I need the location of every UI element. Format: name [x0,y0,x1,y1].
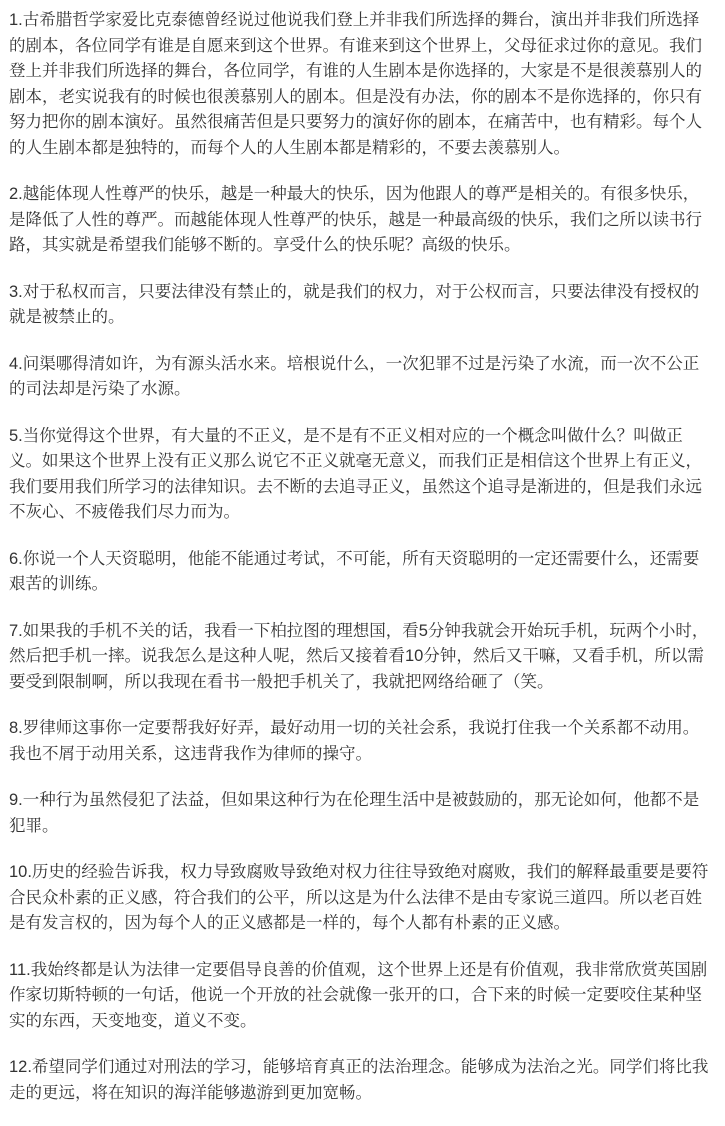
paragraph-7: 7.如果我的手机不关的话，我看一下柏拉图的理想国，看5分钟我就会开始玩手机，玩两个小时，然后把手机一摔。说我怎么是这种人呢，然后又接着看10分钟，然后又干嘛，又看手机，所以需要受到限制啊，所以我现在看书一般把手机关了，我就把网络给砸了（笑。 [9,621,709,691]
paragraph-1: 1.古希腊哲学家爱比克泰德曾经说过他说我们登上并非我们所选择的舞台，演出并非我们所选择的剧本，各位同学有谁是自愿来到这个世界。有谁来到这个世界上，父母征求过你的意见。我们登上并非我们所选择的舞台，各位同学，有谁的人生剧本是你选择的，大家是不是很羡慕别人的剧本，老实说我有的时候也很羡慕别人的剧本。但是没有办法，你的剧本不是你选择的，你只有努力把你的剧本演好。虽然很痛苦但是只要努力的演好你的剧本，在痛苦中，也有精彩。每个人的人生剧本都是独特的，而每个人的人生剧本都是精彩的，不要去羡慕别人。 [9,11,702,157]
paragraph-10: 10.历史的经验告诉我，权力导致腐败导致绝对权力往往导致绝对腐败，我们的解释最重要是要符合民众朴素的正义感，符合我们的公平，所以这是为什么法律不是由专家说三道四。所以老百姓是有发言权的，因为每个人的正义感都是一样的，每个人都有朴素的正义感。 [9,863,709,932]
paragraph-3: 3.对于私权而言，只要法律没有禁止的，就是我们的权力，对于公权而言，只要法律没有授权的就是被禁止的。 [9,282,700,326]
paragraph-11: 11.我始终都是认为法律一定要倡导良善的价值观，这个世界上还是有价值观，我非常欣赏英国剧作家切斯特顿的一句话，他说一个开放的社会就像一张开的口，合下来的时候一定要咬住某种坚实的东西，天变地变，道义不变。 [9,960,708,1030]
paragraph-12: 12.希望同学们通过对刑法的学习，能够培育真正的法治理念。能够成为法治之光。同学们将比我走的更远，将在知识的海洋能够遨游到更加宽畅。 [9,1058,709,1102]
paragraph-4: 4.问渠哪得清如许，为有源头活水来。培根说什么，一次犯罪不过是污染了水流，而一次不公正的司法却是污染了水源。 [9,354,700,398]
paragraph-9: 9.一种行为虽然侵犯了法益，但如果这种行为在伦理生活中是被鼓励的，那无论如何，他都不是犯罪。 [9,791,700,835]
paragraph-2: 2.越能体现人性尊严的快乐，越是一种最大的快乐，因为他跟人的尊严是相关的。有很多快乐，是降低了人性的尊严。而越能体现人性尊严的快乐，越是一种最高级的快乐，我们之所以读书行路，其实就是希望我们能够不断的。享受什么的快乐呢？高级的快乐。 [9,185,702,254]
paragraph-6: 6.你说一个人天资聪明，他能不能通过考试，不可能，所有天资聪明的一定还需要什么，还需要艰苦的训练。 [9,549,700,593]
paragraph-5: 5.当你觉得这个世界，有大量的不正义，是不是有不正义相对应的一个概念叫做什么？叫做正义。如果这个世界上没有正义那么说它不正义就毫无意义，而我们正是相信这个世界上有正义，我们要用我们所学习的法律知识。去不断的去追寻正义，虽然这个追寻是渐进的，但是我们永远不灰心、不疲倦我们尽力而为。 [9,426,702,521]
paragraph-8: 8.罗律师这事你一定要帮我好好弄，最好动用一切的关社会系，我说打住我一个关系都不动用。我也不屑于动用关系，这违背我作为律师的操守。 [9,719,700,763]
